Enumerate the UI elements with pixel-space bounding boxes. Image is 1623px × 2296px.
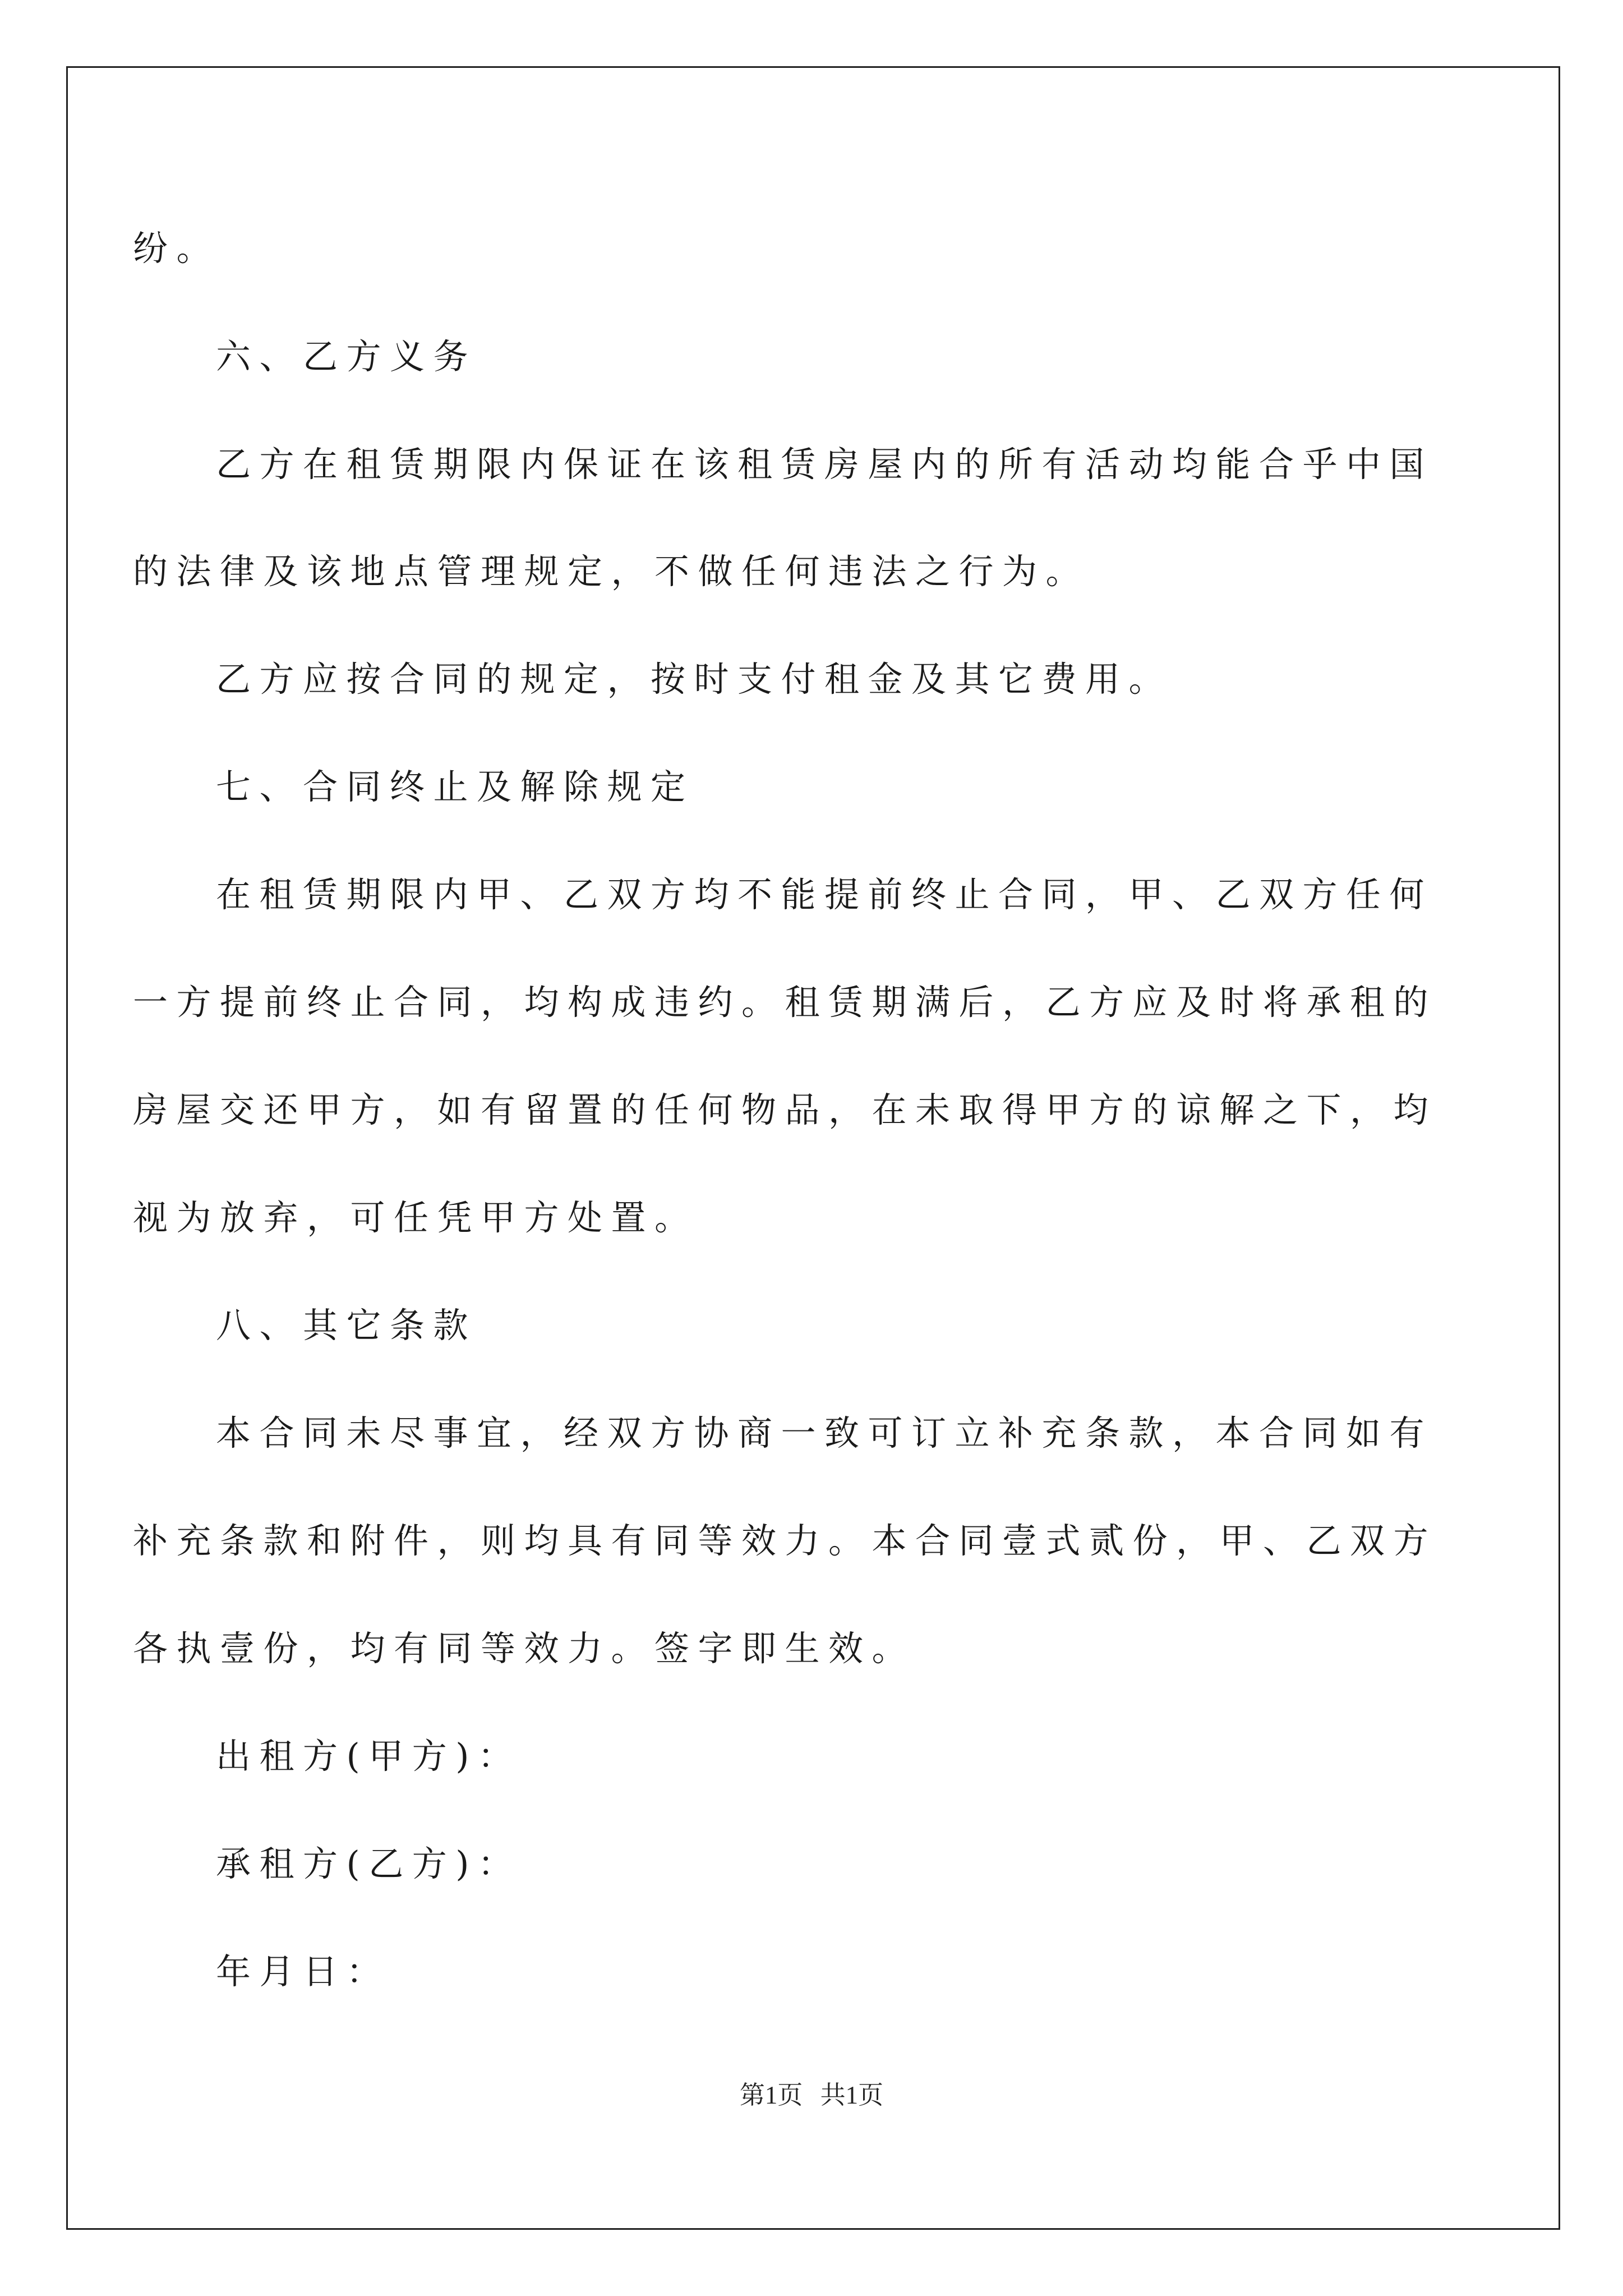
body-text-line: 补充条款和附件，则均具有同等效力。本合同壹式贰份，甲、乙双方 xyxy=(133,1520,1437,1561)
body-text-line: 视为放弃，可任凭甲方处置。 xyxy=(133,1197,698,1238)
body-text-line: 房屋交还甲方，如有留置的任何物品，在未取得甲方的谅解之下，均 xyxy=(133,1089,1437,1130)
body-text-line: 本合同未尽事宜，经双方协商一致可订立补充条款，本合同如有 xyxy=(216,1412,1433,1453)
body-text-line: 乙方应按合同的规定，按时支付租金及其它费用。 xyxy=(216,659,1173,700)
body-text-line: 各执壹份，均有同等效力。签字即生效。 xyxy=(133,1628,916,1669)
body-text-line: 在租赁期限内甲、乙双方均不能提前终止合同，甲、乙双方任何 xyxy=(216,874,1433,915)
section-heading: 七、合同终止及解除规定 xyxy=(216,766,694,807)
body-text-line: 纷。 xyxy=(133,228,220,269)
signature-lessor: 出租方(甲方)： xyxy=(216,1736,522,1777)
signature-date: 年月日： xyxy=(216,1951,390,1992)
body-text-line: 一方提前终止合同，均构成违约。租赁期满后，乙方应及时将承租的 xyxy=(133,982,1437,1023)
body-text-line: 乙方在租赁期限内保证在该租赁房屋内的所有活动均能合乎中国 xyxy=(216,444,1433,485)
page-total: 共1页 xyxy=(820,2081,884,2109)
section-heading: 八、其它条款 xyxy=(216,1305,477,1346)
page-number: 第1页 xyxy=(739,2081,803,2109)
signature-lessee: 承租方(乙方)： xyxy=(216,1843,522,1884)
section-heading: 六、乙方义务 xyxy=(216,336,477,377)
page-footer xyxy=(0,2083,1623,2108)
body-text-line: 的法律及该地点管理规定，不做任何违法之行为。 xyxy=(133,551,1090,592)
page-border xyxy=(66,66,1560,2230)
